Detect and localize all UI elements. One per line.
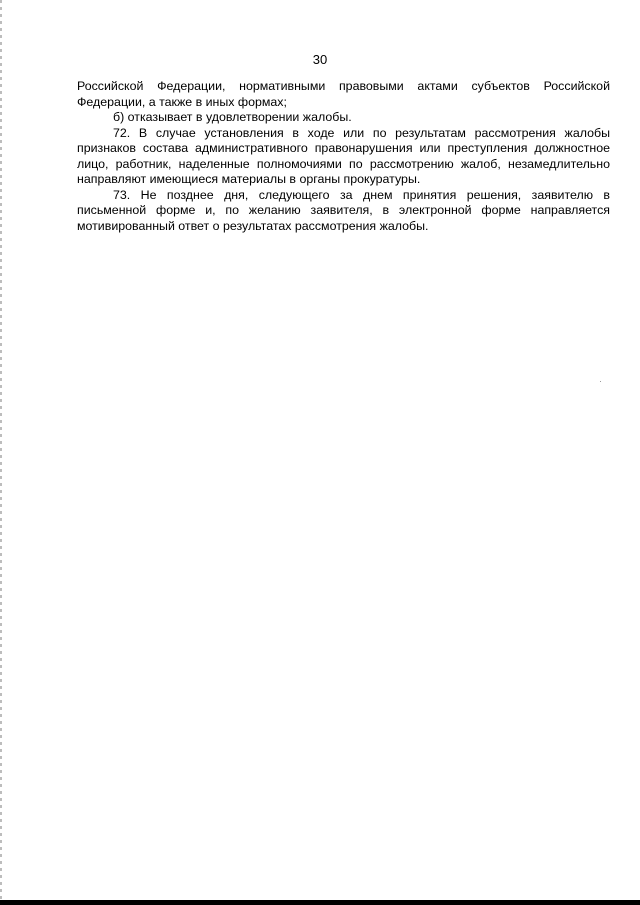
paragraph-72: 72. В случае установления в ходе или по результатам рассмотрения жалобы признаков состава административного правонарушения или преступления должностное лицо, работник, наделенные полномочиями по рассмотрению жалоб, незамедлительно направляют имеющиеся материалы в органы прокуратуры. <box>77 125 610 186</box>
paragraph-continuation: Российской Федерации, нормативными правовыми актами субъектов Российской Федерации, а также в иных формах; <box>77 79 610 109</box>
page-number: 30 <box>312 52 328 67</box>
paragraph-73: 73. Не позднее дня, следующего за днем принятия решения, заявителю в письменной форме и, по желанию заявителя, в электронной форме направляется мотивированный ответ о результатах рассмотрения жалобы. <box>77 187 610 233</box>
document-body <box>77 79 610 234</box>
paragraph-item-b: б) отказывает в удовлетворении жалобы. <box>113 110 352 124</box>
scan-speck <box>600 381 601 382</box>
scan-bottom-edge <box>0 900 640 905</box>
scan-left-edge <box>0 0 2 905</box>
